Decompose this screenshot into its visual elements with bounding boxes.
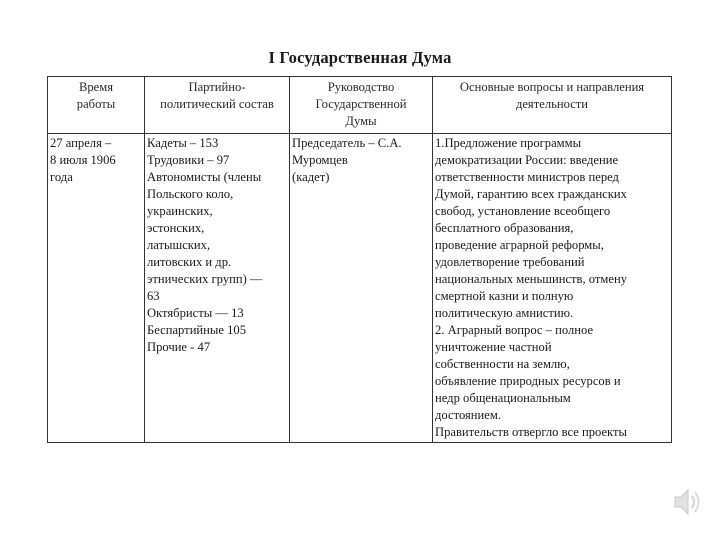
header-issues-line: Основные вопросы и направления <box>459 80 645 94</box>
issue-line: свобод, установление всеобщего <box>435 204 611 218</box>
table-row <box>48 134 672 443</box>
party-line: литовских и др. <box>147 255 232 269</box>
issue-line: объявление природных ресурсов и <box>435 374 621 388</box>
leadership-line: Муромцев <box>292 153 348 167</box>
issue-line: проведение аграрной реформы, <box>435 238 604 252</box>
party-line: этнических групп) — <box>147 272 263 286</box>
period-line: 27 апреля – <box>50 136 112 150</box>
header-period-line: Время <box>78 80 114 94</box>
issue-line: бесплатного образования, <box>435 221 574 235</box>
party-line: Прочие - 47 <box>147 340 211 354</box>
cell-parties <box>145 134 290 443</box>
header-parties <box>145 77 290 134</box>
cell-leadership <box>290 134 433 443</box>
issue-line: достоянием. <box>435 408 501 422</box>
party-line: украинских, <box>147 204 213 218</box>
issue-line: национальных меньшинств, отмену <box>435 272 628 286</box>
party-line: Автономисты (члены <box>147 170 262 184</box>
issue-line: ответственности министров перед <box>435 170 619 184</box>
party-line: Беспартийные 105 <box>147 323 246 337</box>
header-period-line: работы <box>76 97 116 111</box>
party-line: Трудовики – 97 <box>147 153 230 167</box>
speaker-watermark-icon[interactable] <box>666 483 704 521</box>
header-row <box>48 77 672 134</box>
header-leadership-line: Государственной <box>315 97 407 111</box>
issue-line: недр общенациональным <box>435 391 571 405</box>
issue-line: 1.Предложение программы <box>435 136 582 150</box>
issue-line: смертной казни и полную <box>435 289 574 303</box>
page-title: I Государственная Дума <box>268 48 452 67</box>
issue-line: политическую амнистию. <box>435 306 574 320</box>
duma-table <box>47 76 672 443</box>
header-period <box>48 77 145 134</box>
cell-issues <box>433 134 672 443</box>
header-parties-line: политический состав <box>160 97 274 111</box>
issue-line: Думой, гарантию всех гражданских <box>435 187 627 201</box>
header-leadership-line: Думы <box>345 114 377 128</box>
issue-line: 2. Аграрный вопрос – полное <box>435 323 594 337</box>
leadership-line: (кадет) <box>292 170 330 184</box>
party-line: 63 <box>147 289 160 303</box>
issue-line: уничтожение частной <box>435 340 552 354</box>
cell-period <box>48 134 145 443</box>
party-line: Кадеты – 153 <box>147 136 219 150</box>
leadership-line: Председатель – С.А. <box>292 136 402 150</box>
header-parties-line: Партийно- <box>188 80 246 94</box>
issue-line: собственности на землю, <box>435 357 570 371</box>
header-leadership <box>290 77 433 134</box>
issue-line: Правительств отвергло все проекты <box>435 425 627 439</box>
party-line: эстонских, <box>147 221 205 235</box>
issue-line: удовлетворение требований <box>435 255 585 269</box>
party-line: Польского коло, <box>147 187 234 201</box>
period-line: 8 июля 1906 <box>50 153 116 167</box>
issue-line: демократизации России: введение <box>435 153 619 167</box>
period-line: года <box>50 170 73 184</box>
party-line: латышских, <box>147 238 211 252</box>
header-leadership-line: Руководство <box>327 80 395 94</box>
party-line: Октябристы — 13 <box>147 306 244 320</box>
header-issues <box>433 77 672 134</box>
header-issues-line: деятельности <box>515 97 589 111</box>
